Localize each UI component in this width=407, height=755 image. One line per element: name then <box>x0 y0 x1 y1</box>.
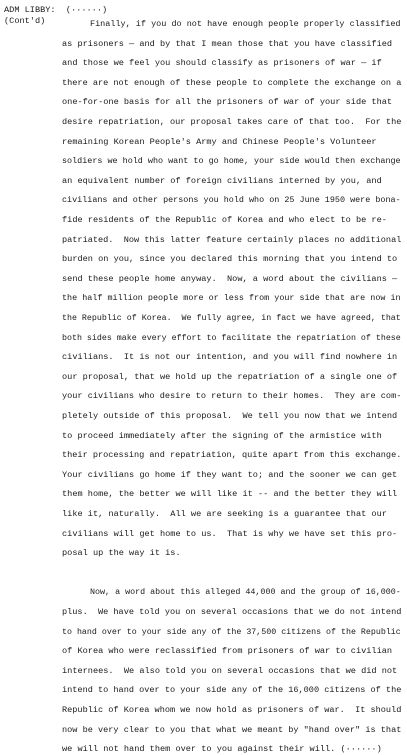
text-line: there are not enough of these people to complete the exchange on a <box>62 77 402 88</box>
text-line: your civilians who desire to return to their homes. They are com- <box>62 391 402 402</box>
text-line: both sides make every effort to facilitate the repatriation of these <box>62 332 401 343</box>
text-line: Finally, if you do not have enough people properly classified <box>90 19 401 29</box>
text-line: send these people home anyway. Now, a word about the civilians — <box>62 273 398 284</box>
text-line: internees. We also told you on several occasions that we did not <box>62 665 398 676</box>
text-line: to proceed immediately after the signing of the armistice with <box>62 430 382 441</box>
text-line: pletely outside of this proposal. We tell you now that we intend <box>62 411 398 421</box>
text-line: our proposal, that we hold up the repatriation of a single one of <box>62 371 398 382</box>
text-line: the half million people more or less from your side that are now in <box>62 293 401 304</box>
text-line: like it, naturally. All we are seeking is a guarantee that our <box>62 509 387 519</box>
text-line: remaining Korean People's Army and Chinese People's Volunteer <box>62 136 377 147</box>
text-line: posal up the way it is. <box>62 548 181 559</box>
text-line: to hand over to your side any of the 37,500 citizens of the Republic <box>62 626 401 637</box>
text-line: Republic of Korea whom we now hold as prisoners of war. It should <box>62 705 402 715</box>
speaker-line: ADM LIBBY: (······) <box>4 5 108 15</box>
text-line: burden on you, since you declared this morning that you intend to <box>62 254 398 265</box>
text-line: intend to hand over to your side any of the 16,000 citizens of the <box>62 685 402 696</box>
text-line: desire repatriation, our proposal takes care of that too. For the <box>62 117 402 127</box>
text-line: civilians. It is not our intention, and you will find nowhere in <box>62 352 398 363</box>
text-line: an equivalent number of foreign civilians interned by you, and <box>62 175 382 186</box>
text-line: now be very clear to you that what we meant by "hand over" is that <box>62 724 402 735</box>
text-line: and those we feel you should classify as prisoners of war — if <box>62 58 382 69</box>
text-line: their processing and repatriation, quite apart from this exchange. <box>62 450 402 461</box>
text-line: patriated. Now this latter feature certainly places no additional <box>62 234 402 245</box>
text-line: as prisoners — and by that I mean those that you have classified <box>62 38 393 49</box>
text-line: we will not hand them over to you against their will. (······) <box>62 744 382 755</box>
continued-marker: (Cont'd) <box>4 16 46 26</box>
text-line: them home, the better we will like it -- and the better they will <box>62 489 398 500</box>
text-line: civilians and other persons you hold who on 25 June 1950 were bona- <box>62 195 401 206</box>
text-line: Your civilians go home if they want to; and the sooner we can get <box>62 469 398 480</box>
text-line: of Korea who were reclassified from prisoners of war to civilian <box>62 646 393 657</box>
text-line: civilians will get home to us. That is why we have set this pro- <box>62 528 398 539</box>
text-line: one-for-one basis for all the prisoners of war of your side that <box>62 97 393 108</box>
text-line: plus. We have told you on several occasions that we do not intend <box>62 607 402 617</box>
text-line: Now, a word about this alleged 44,000 and the group of 16,000- <box>90 587 401 598</box>
text-line: fide residents of the Republic of Korea and who elect to be re- <box>62 215 387 225</box>
text-line: soldiers we hold who want to go home, your side would then exchange <box>62 156 401 167</box>
text-line: the Republic of Korea. We fully agree, in fact we have agreed, that <box>62 313 401 323</box>
